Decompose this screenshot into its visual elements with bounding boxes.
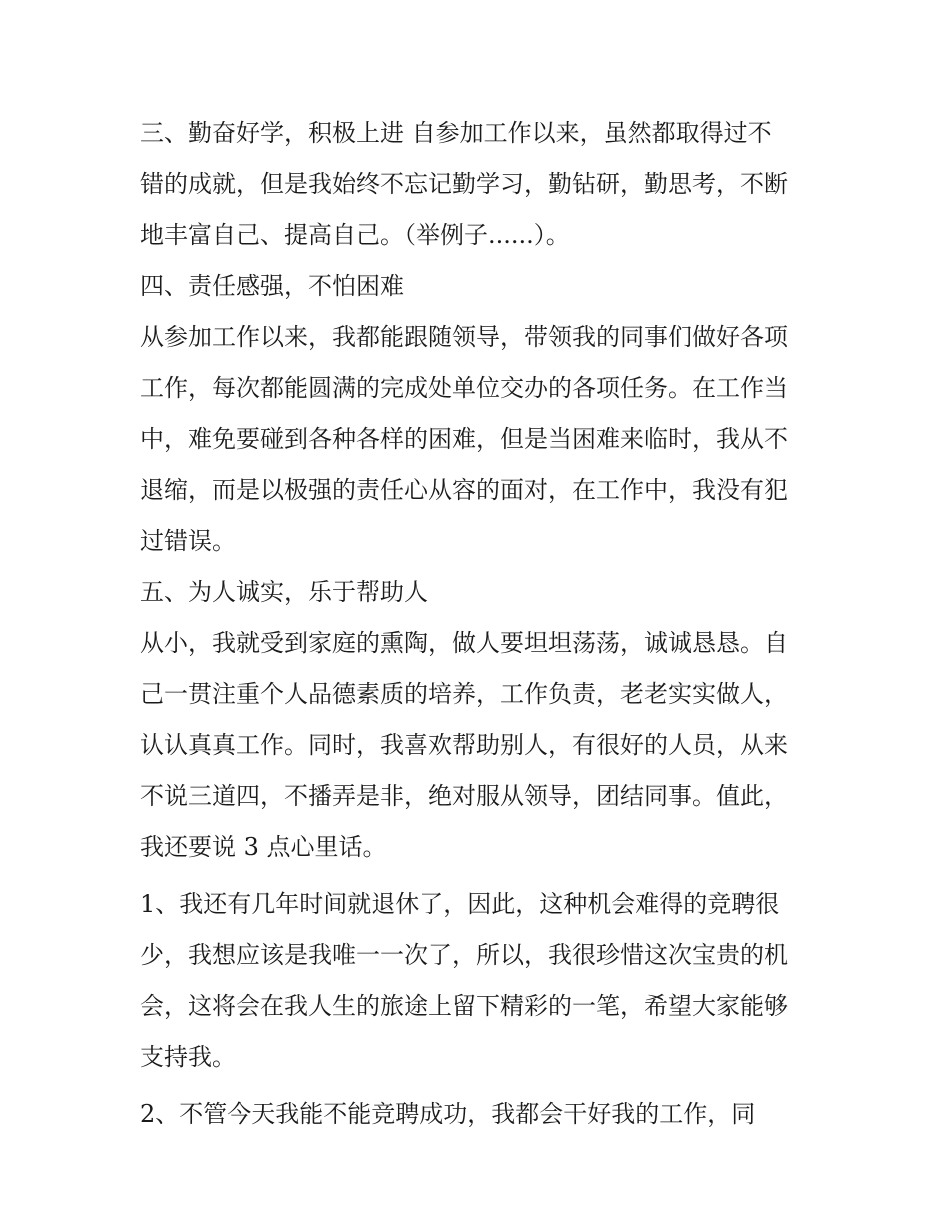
paragraph-line: 会，这将会在我人生的旅途上留下精彩的一笔，希望大家能够: [140, 992, 788, 1020]
paragraph-line: 从参加工作以来，我都能跟随领导，带领我的同事们做好各项: [140, 323, 788, 351]
point-one: [140, 879, 820, 1083]
paragraph-line: 支持我。: [140, 1043, 236, 1071]
paragraph-line: 地丰富自己、提高自己。（举例子......）。: [140, 221, 570, 249]
point-two: [140, 1089, 820, 1140]
paragraph-line: 从小，我就受到家庭的熏陶，做人要坦坦荡荡，诚诚恳恳。自: [140, 629, 788, 657]
paragraph-line: 认认真真工作。同时，我喜欢帮助别人，有很好的人员，从来: [140, 731, 788, 759]
paragraph-line: 中，难免要碰到各种各样的困难，但是当困难来临时，我从不: [140, 425, 788, 453]
paragraph-line: 错的成就，但是我始终不忘记勤学习，勤钻研，勤思考，不断: [140, 170, 788, 198]
section-diligent-study: [140, 108, 820, 261]
section-honesty: [140, 567, 820, 873]
paragraph-line: 己一贯注重个人品德素质的培养，工作负责，老老实实做人，: [140, 680, 788, 708]
section-heading: 五、为人诚实，乐于帮助人: [140, 578, 428, 606]
paragraph-line: 1、我还有几年时间就退休了，因此，这种机会难得的竞聘很: [140, 890, 780, 918]
section-heading: 四、责任感强，不怕困难: [140, 272, 404, 300]
paragraph-line: 退缩，而是以极强的责任心从容的面对，在工作中，我没有犯: [140, 476, 788, 504]
section-responsibility: [140, 261, 820, 567]
paragraph-line: 我还要说 3 点心里话。: [140, 833, 387, 861]
document-body: [140, 108, 820, 1140]
paragraph-line: 不说三道四，不播弄是非，绝对服从领导，团结同事。值此，: [140, 782, 788, 810]
paragraph-line: 三、勤奋好学，积极上进 自参加工作以来，虽然都取得过不: [140, 119, 772, 147]
paragraph-line: 2、不管今天我能不能竞聘成功，我都会干好我的工作，同: [140, 1100, 756, 1128]
paragraph-line: 过错误。: [140, 527, 236, 555]
paragraph-line: 工作，每次都能圆满的完成处单位交办的各项任务。在工作当: [140, 374, 788, 402]
paragraph-line: 少，我想应该是我唯一一次了，所以，我很珍惜这次宝贵的机: [140, 941, 788, 969]
